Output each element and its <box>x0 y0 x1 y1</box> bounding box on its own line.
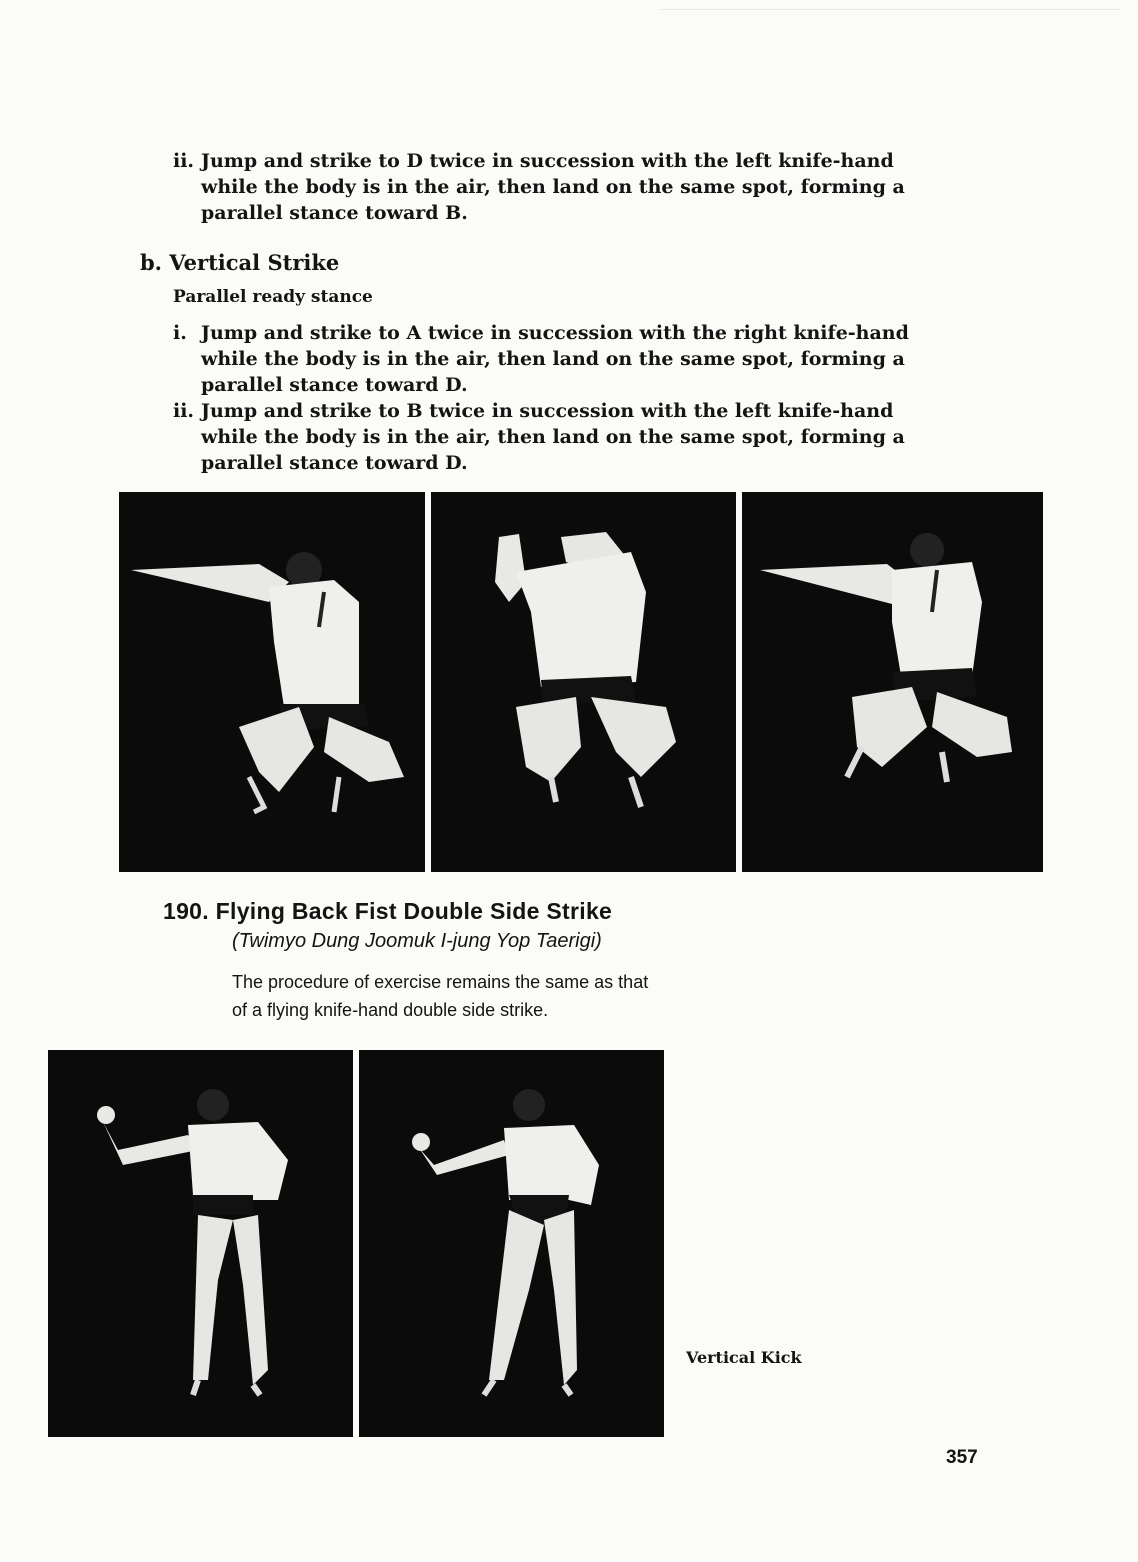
photo-jump-strike-2 <box>431 492 736 872</box>
step-number: ii. <box>173 150 195 172</box>
step-number: i. <box>173 322 187 344</box>
page-edge-rule <box>660 9 1120 10</box>
section-subheading: Parallel ready stance <box>173 287 373 307</box>
step-text: Jump and strike to A twice in succession with the right knife-hand while the body is in the air, then land on the same spot, forming a parallel stance toward D. <box>201 322 909 396</box>
step-text: Jump and strike to D twice in succession with the left knife-hand while the body is in the air, then land on the same spot, forming a parallel stance toward B. <box>201 150 905 224</box>
section-heading: b. Vertical Strike <box>140 250 340 275</box>
photo-jump-strike-3 <box>742 492 1043 872</box>
page-number: 357 <box>946 1447 978 1468</box>
photo-vertical-kick-1 <box>48 1050 353 1437</box>
section-190-title: 190. Flying Back Fist Double Side Strike <box>163 898 613 924</box>
photo-vertical-kick-2 <box>359 1050 664 1437</box>
step-text: Jump and strike to B twice in succession with the left knife-hand while the body is in the air, then land on the same spot, forming a parallel stance toward D. <box>201 400 905 474</box>
step-number: ii. <box>173 400 195 422</box>
photo-caption: Vertical Kick <box>686 1348 802 1367</box>
section-190-subtitle: (Twimyo Dung Joomuk I-jung Yop Taerigi) <box>232 930 602 952</box>
photo-jump-strike-1 <box>119 492 425 872</box>
section-190-body: The procedure of exercise remains the same as that of a flying knife-hand double side strike. <box>232 972 649 1020</box>
